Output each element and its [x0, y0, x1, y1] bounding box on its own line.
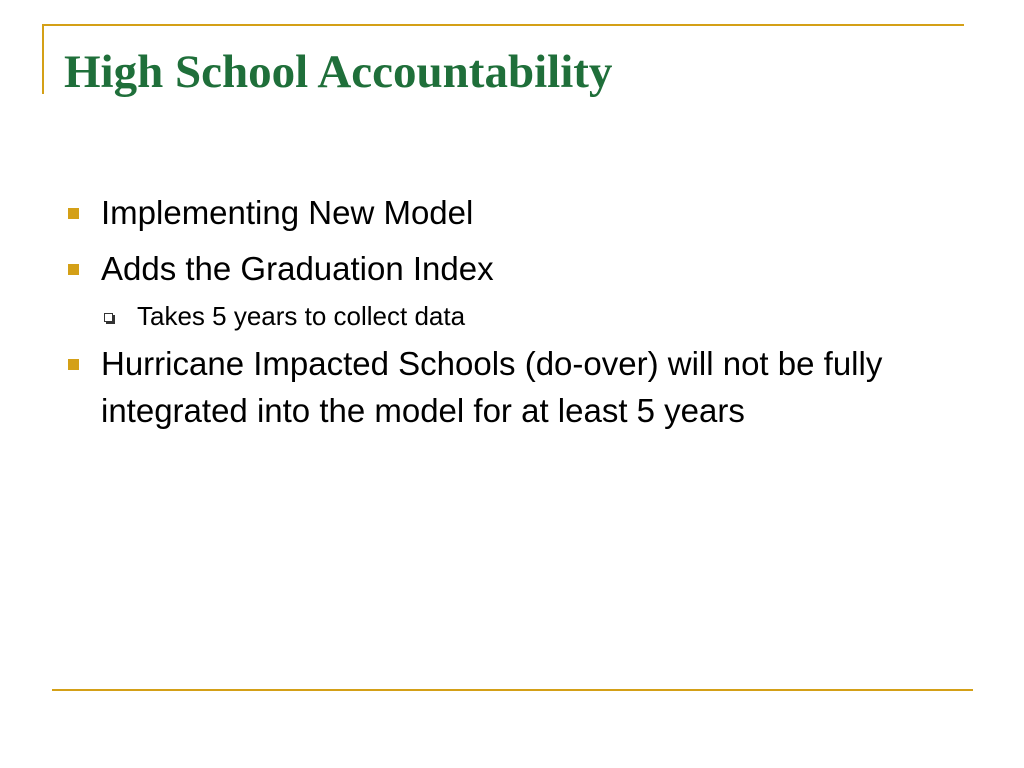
bottom-divider-line [52, 689, 973, 691]
bullet-text: Implementing New Model [101, 194, 474, 231]
sub-bullet-item [64, 297, 974, 335]
top-border-line [42, 24, 964, 26]
slide-title: High School Accountability [64, 46, 613, 98]
square-bullet-icon [68, 359, 79, 370]
shadowed-square-bullet-icon [104, 313, 113, 322]
sub-bullet-text: Takes 5 years to collect data [137, 301, 466, 331]
square-bullet-icon [68, 208, 79, 219]
bullet-text: Hurricane Impacted Schools (do-over) will not be fully integrated into the model for at least 5 years [101, 345, 883, 429]
bullet-item [64, 245, 974, 292]
bullet-list [64, 189, 974, 443]
bullet-text: Adds the Graduation Index [101, 250, 494, 287]
bullet-item [64, 189, 974, 236]
square-bullet-icon [68, 264, 79, 275]
left-border-line [42, 24, 44, 94]
bullet-item [64, 340, 974, 434]
